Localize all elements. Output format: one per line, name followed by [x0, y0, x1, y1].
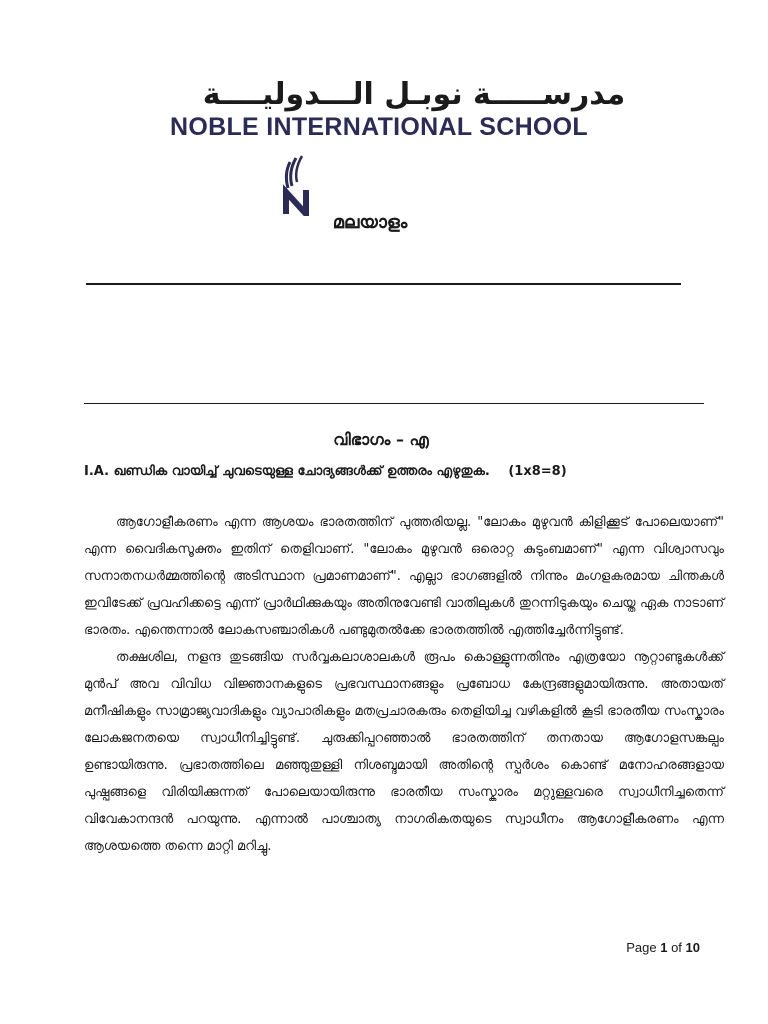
page-word: Page [626, 940, 657, 955]
school-name-english: NOBLE INTERNATIONAL SCHOOL [170, 113, 588, 141]
title-divider [86, 283, 681, 285]
section-title: വിഭാഗം – എ [333, 430, 429, 449]
current-page: 1 [660, 940, 668, 955]
passage-paragraph: ആഗോളീകരണം എന്ന ആശയം ഭാരതത്തിന് പുത്തരിയല്ല. "ലോകം മുഴുവൻ കിളിക്കൂട് പോലെയാണ്" എന്ന വൈദികസൂക്തം ഇതിന് തെളിവാണ്. "ലോകം മുഴുവൻ ഒരൊറ്റ കുടുംബമാണ്" എന്ന വിശ്വാസവും സനാതനധർമ്മത്തിന്റെ അടിസ്ഥാന പ്രമാണമാണ്". എല്ലാ ഭാഗങ്ങളിൽ നിന്നും മംഗളകരമായ ചിന്തകൾ ഇവിടേക്ക് പ്രവഹിക്കട്ടെ എന്ന് പ്രാർഥിക്കുകയും അതിനുവേണ്ടി വാതിലുകൾ തുറന്നിടുകയും ചെയ്ത ഏക നാടാണ് ഭാരതം. എന്തെന്നാൽ ലോകസഞ്ചാരികൾ പണ്ടുമുതൽക്കേ ഭാരതത്തിൽ എത്തിച്ചേർന്നിട്ടുണ്ട്. [84, 515, 724, 638]
passage-paragraph: തക്ഷശില, നളന്ദ തുടങ്ങിയ സർവ്വകലാശാലകൾ രൂപം കൊള്ളുന്നതിനും എത്രയോ നൂറ്റാണ്ടുകൾക്ക് മുൻപ് അവ വിവിധ വിജ്ഞാനകളുടെ പ്രഭവസ്ഥാനങ്ങളും പ്രബോധ കേന്ദ്രങ്ങളുമായിരുന്നു. അതായത് മനീഷികളും സാമ്രാജ്യവാദികളും വ്യാപാരികളും മതപ്രചാരകരും തെളിയിച്ച വഴികളിൽ കൂടി ഭാരതീയ സംസ്കാരം ലോകജനതയെ സ്വാധീനിച്ചിട്ടുണ്ട്. ചുരുക്കിപ്പറഞ്ഞാൽ ഭാരതത്തിന് തനതായ ആഗോളസങ്കല്പം ഉണ്ടായിരുന്നു. പ്രഭാതത്തിലെ മഞ്ഞുതുള്ളി നിശബ്ദമായി അതിന്റെ സ്പർശം കൊണ്ട് മനോഹരങ്ങളായ പുഷ്പങ്ങളെ വിരിയിക്കുന്നത് പോലെയായിരുന്നു ഭാരതീയ സംസ്കാരം മറ്റുള്ളവരെ സ്വാധീനിച്ചതെന്ന് വിവേകാനന്ദൻ പറയുന്നു. എന്നാൽ പാശ്ചാത്യ നാഗരികതയുടെ സ്വാധീനം ആഗോളീകരണം എന്ന ആശയത്തെ തന്നെ മാറ്റി മറിച്ചു. [84, 650, 724, 854]
question-instruction [84, 461, 724, 483]
question-marks: (1x8=8) [508, 464, 567, 479]
of-word: of [671, 940, 682, 955]
question-number: I.A. [84, 464, 110, 479]
school-emblem-icon [280, 152, 326, 216]
total-pages: 10 [685, 940, 700, 955]
section-divider [84, 403, 704, 404]
subject-title: മലയാളം [332, 212, 408, 233]
page-number [626, 940, 700, 955]
school-name-arabic: مدرســـــة نوبـل الـــدوليــــة [202, 77, 626, 112]
instruction-text: ഖണ്ഡിക വായിച്ച് ചുവടെയുള്ള ചോദ്യങ്ങൾക്ക് ഉത്തരം എഴുതുക. [113, 464, 490, 479]
reading-passage [84, 509, 724, 860]
